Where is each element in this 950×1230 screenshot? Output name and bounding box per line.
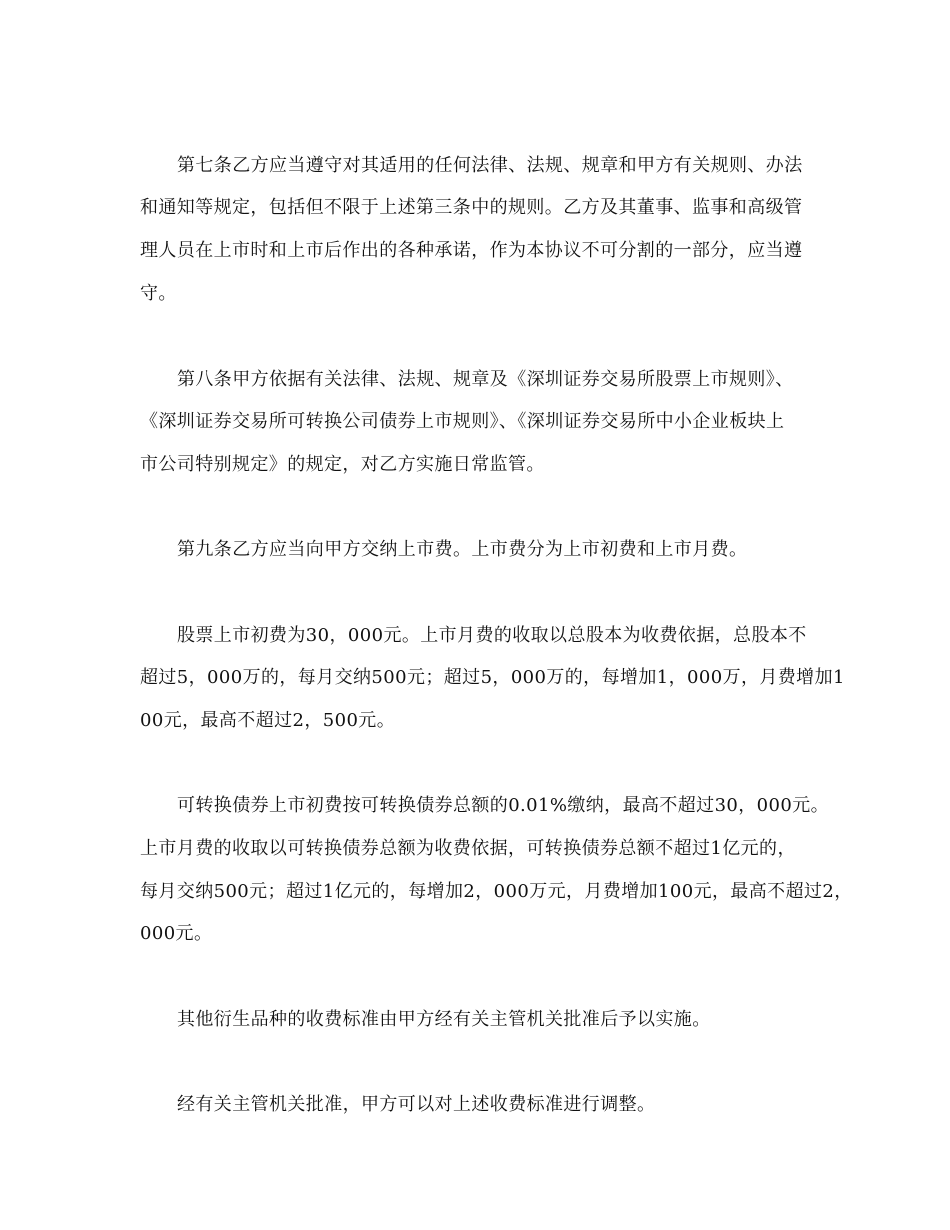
text-line: 理人员在上市时和上市后作出的各种承诺，作为本协议不可分割的一部分，应当遵: [140, 240, 803, 261]
text-line: 第八条甲方依据有关法律、法规、规章及《深圳证券交易所股票上市规则》、: [177, 369, 794, 390]
text-line: 经有关主管机关批准，甲方可以对上述收费标准进行调整。: [177, 1094, 656, 1115]
text-line: 每月交纳500元；超过1亿元的，每增加2，000万元，月费增加100元，最高不超过2，: [140, 881, 853, 902]
text-line: 和通知等规定，包括但不限于上述第三条中的规则。乙方及其董事、监事和高级管: [140, 197, 803, 218]
text-line: 其他衍生品种的收费标准由甲方经有关主管机关批准后予以实施。: [177, 1009, 711, 1030]
text-line: 000元。: [140, 923, 213, 944]
text-line: 市公司特别规定》的规定，对乙方实施日常监管。: [140, 454, 545, 475]
text-line: 第七条乙方应当遵守对其适用的任何法律、法规、规章和甲方有关规则、办法: [177, 155, 803, 176]
text-line: 第九条乙方应当向甲方交纳上市费。上市费分为上市初费和上市月费。: [177, 539, 748, 560]
text-line: 上市月费的收取以可转换债券总额为收费依据，可转换债券总额不超过1亿元的，: [140, 838, 796, 859]
text-line: 股票上市初费为30，000元。上市月费的收取以总股本为收费依据，总股本不: [177, 625, 807, 646]
text-line: 可转换债券上市初费按可转换债券总额的0.01%缴纳，最高不超过30，000元。: [177, 795, 830, 816]
text-line: 超过5，000万的，每月交纳500元；超过5，000万的，每增加1，000万，月费增加1: [140, 667, 845, 688]
text-line: 00元，最高不超过2，500元。: [140, 710, 396, 731]
text-line: 守。: [140, 283, 177, 304]
text-line: 《深圳证券交易所可转换公司债券上市规则》、《深圳证券交易所中小企业板块上: [140, 411, 785, 432]
